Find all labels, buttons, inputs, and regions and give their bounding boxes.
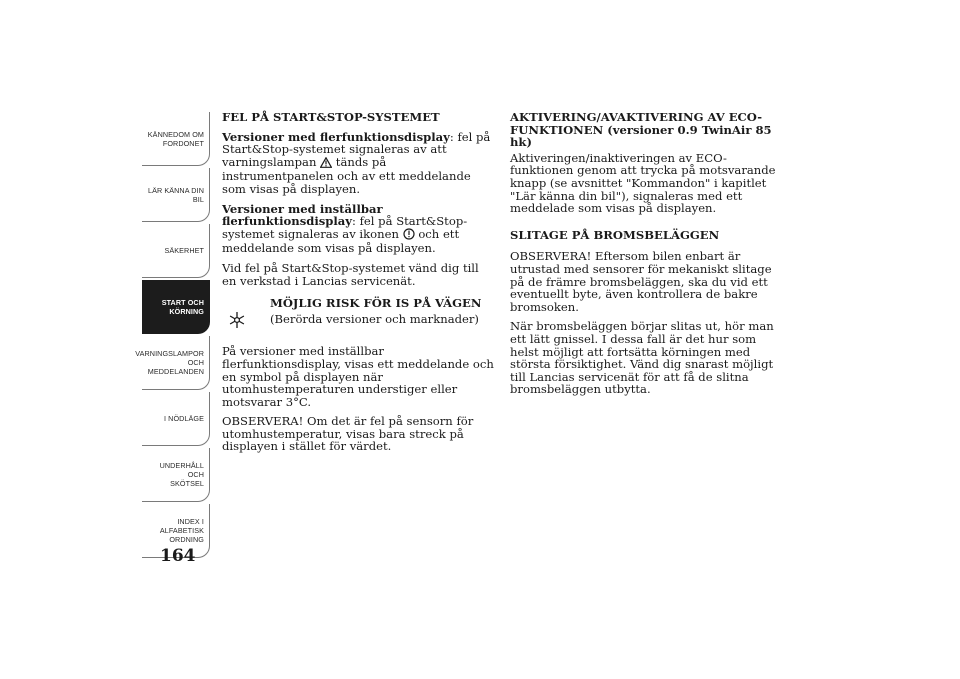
paragraph-brake-wear: När bromsbeläggen börjar slitas ut, hör man ett lätt gnissel. I dessa fall är det hur som helst möjligt att fortsätta körningen med största försiktighet. Vänd dig snarast möjligt till Lancias servicenät för att få de slitna bromsbeläggen utbytta. [510, 319, 774, 397]
tab-lar-kanna-din-bil[interactable] [142, 168, 210, 222]
right-column [510, 111, 782, 403]
tab-label: START OCH KÖRNING [161, 297, 204, 316]
tab-label: VARNINGSLAMPOR OCH MEDDELANDEN [135, 349, 204, 376]
page-number: 164 [160, 546, 196, 566]
tab-kannedom-om-fordonet[interactable] [142, 112, 210, 166]
paragraph-brake-note: OBSERVERA! Eftersom bilen enbart är utrustad med sensorer för mekaniskt slitage på de främre bromsbeläggen, ska du vid ett eventuellt byte, även kontrollera de bakre bromsoken. [510, 249, 772, 314]
warning-triangle-icon [320, 157, 332, 171]
tab-sakerhet[interactable] [142, 224, 210, 278]
text: : fel på Start&Stop-systemet signaleras av att varningslampan [222, 129, 491, 169]
text: tänds på instrumentpanelen och av ett meddelande som visas på displayen. [222, 154, 471, 196]
paragraph-sensor-note: OBSERVERA! Om det är fel på sensorn för utomhustemperatur, visas bara streck på displayen i stället för värdet. [222, 414, 474, 454]
paragraph-configurable-display [222, 203, 494, 255]
ice-risk-heading: MÖJLIG RISK FÖR IS PÅ VÄGEN [270, 296, 482, 311]
bold-lead: Versioner med flerfunktionsdisplay [222, 129, 450, 144]
tab-label: I NÖDLÄGE [163, 414, 204, 423]
tab-label: INDEX I ALFABETISK ORDNING [159, 517, 204, 544]
fault-indicator-icon [403, 228, 415, 243]
section-heading-brake-pads: SLITAGE PÅ BROMSBELÄGGEN [510, 227, 720, 242]
snowflake-icon [228, 311, 246, 332]
tab-start-och-korning[interactable] [142, 280, 210, 334]
tab-label: KÄNNEDOM OM FORDONET [147, 129, 204, 148]
paragraph-eco: Aktiveringen/inaktiveringen av ECO-funktionen genom att trycka på motsvarande knapp (se avsnittet "Kommandon" i kapitlet "Lär känna din bil"), signaleras med ett meddelade som visas på displayen. [510, 150, 776, 216]
ice-risk-block [222, 297, 494, 325]
text: och ett meddelande som visas på displayen. [222, 226, 460, 256]
tab-underhall-och-skotsel[interactable] [142, 448, 210, 502]
paragraph-workshop: Vid fel på Start&Stop-systemet vänd dig till en verkstad i Lancias servicenät. [222, 260, 479, 288]
paragraph-multifunction-display [222, 131, 494, 196]
chapter-tabs [135, 112, 210, 560]
section-heading-eco: AKTIVERING/AVAKTIVERING AV ECO-FUNKTIONEN (versioner 0.9 TwinAir 85 hk) [510, 110, 772, 150]
tab-label: LÄR KÄNNA DIN BIL [147, 185, 204, 204]
tab-label: SÄKERHET [164, 246, 204, 255]
paragraph-ice-warning: På versioner med inställbar flerfunktionsdisplay, visas ett meddelande och en symbol på displayen när utomhustemperaturen understiger eller motsvarar 3°C. [222, 344, 494, 409]
bold-lead: Versioner med inställbar flerfunktionsdisplay [222, 201, 383, 229]
tab-varningslampor[interactable] [135, 336, 210, 390]
tab-i-nodlage[interactable] [142, 392, 210, 446]
tab-label: UNDERHÅLL OCH SKÖTSEL [159, 461, 204, 488]
ice-risk-subtitle: (Berörda versioner och marknader) [270, 311, 479, 326]
text: : fel på Start&Stop-systemet signaleras av ikonen [222, 214, 468, 241]
section-heading-startstop: FEL PÅ START&STOP-SYSTEMET [222, 110, 440, 124]
left-column [222, 111, 494, 460]
